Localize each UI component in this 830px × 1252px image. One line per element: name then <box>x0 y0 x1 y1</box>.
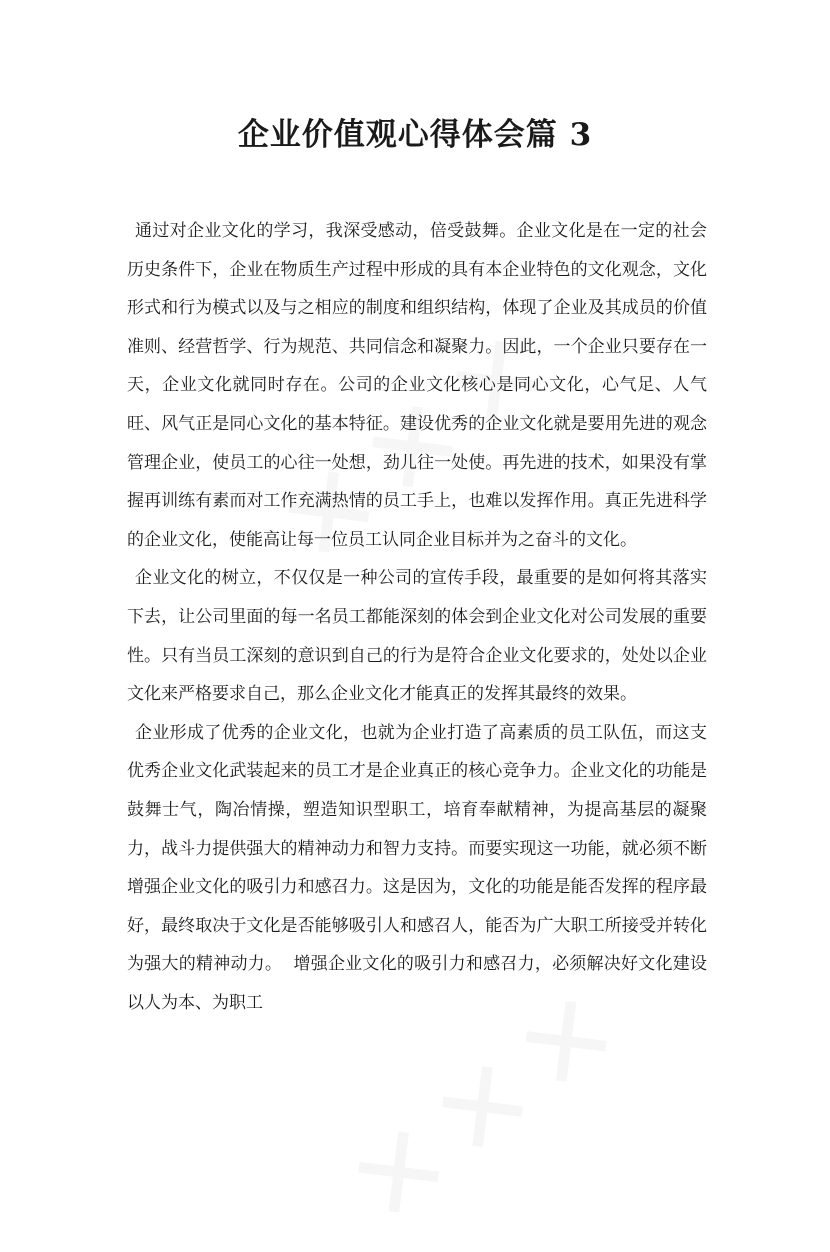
paragraph-2: 企业文化的树立，不仅仅是一种公司的宣传手段，最重要的是如何将其落实下去，让公司里面的每一名员工都能深刻的体会到企业文化对公司发展的重要性。只有当员工深刻的意识到自己的行为是符合企业文化要求的，处处以企业文化来严格要求自己，那么企业文化才能真正的发挥其最终的效果。 <box>127 568 707 705</box>
paragraph-1: 通过对企业文化的学习，我深受感动，倍受鼓舞。企业文化是在一定的社会历史条件下，企业在物质生产过程中形成的具有本企业特色的文化观念，文化形式和行为模式以及与之相应的制度和组织结构，体现了企业及其成员的价值准则、经营哲学、行为规范、共同信念和凝聚力。因此，一个企业只要存在一天，企业文化就同时存在。公司的企业文化核心是同心文化，心气足、人气旺、风气正是同心文化的基本特征。建设优秀的企业文化就是要用先进的观念管理企业，使员工的心往一处想，劲儿往一处使。再先进的技术，如果没有掌握再训练有素而对工作充满热情的员工手上，也难以发挥作用。真正先进科学的企业文化，使能高让每一位员工认同企业目标并为之奋斗的文化。 <box>127 221 707 550</box>
document-body <box>127 212 707 1022</box>
document-title: 企业价值观心得体会篇 3 <box>237 117 593 153</box>
paragraph-3: 企业形成了优秀的企业文化，也就为企业打造了高素质的员工队伍，而这支优秀企业文化武装起来的员工才是企业真正的核心竞争力。企业文化的功能是鼓舞士气，陶冶情操，塑造知识型职工，培育奉献精神，为提高基层的凝聚力，战斗力提供强大的精神动力和智力支持。而要实现这一功能，就必须不断增强企业文化的吸引力和感召力。这是因为，文化的功能是能否发挥的程序最好，最终取决于文化是否能够吸引人和感召人，能否为广大职工所接受并转化为强大的精神动力。 增强企业文化的吸引力和感召力，必须解决好文化建设以人为本、为职工 <box>127 722 707 1013</box>
